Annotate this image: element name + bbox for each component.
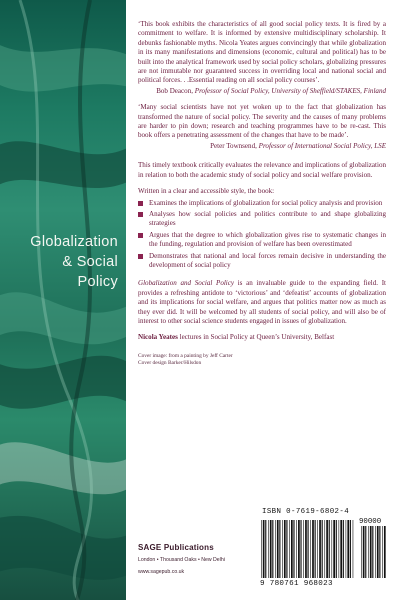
feature-item: Argues that the degree to which globalization gives rise to systematic changes in the funding, regulation and provision of welfare has been overestimated bbox=[138, 231, 386, 250]
cover-design-credit: Cover design Barker/Hilsdon bbox=[138, 359, 202, 366]
review-quote-2: ‘Many social scientists have not yet woken up to the fact that globalization has transformed the nature of social policy. The severity and the causes of many problems are harder to pin down; research and teaching programmes have to be re-cast. This book offers a penetrating assessment of the changes that have to be made’. bbox=[138, 103, 386, 140]
blurb-column bbox=[138, 20, 386, 367]
author-name: Nicola Yeates bbox=[138, 333, 178, 342]
publisher-cities: London • Thousand Oaks • New Delhi bbox=[138, 557, 225, 563]
addon-barcode bbox=[360, 526, 388, 578]
book-title-line-2: & Social bbox=[62, 254, 118, 270]
author-bio bbox=[138, 333, 386, 342]
closing-text: is an invaluable guide to the expanding field. It provides a refreshing antidote to ‘victorious’ and ‘defeatist’ accounts of globalization and its implications for social welfare, and argues that politics matter now as much as they ever did. It will be welcomed by all students of social policy, and will also be of interest to other social science students engaged in issues of globalization. bbox=[138, 279, 386, 325]
feature-item: Examines the implications of globalization for social policy analysis and provision bbox=[138, 199, 386, 208]
feature-item: Analyses how social policies and politics contribute to and shape globalizing strategies bbox=[138, 210, 386, 229]
review-attribution-2 bbox=[138, 142, 386, 151]
bullet-square-icon bbox=[138, 233, 143, 238]
closing-paragraph bbox=[138, 279, 386, 326]
feature-item: Demonstrates that national and local forces remain decisive in understanding the development of social policy bbox=[138, 252, 386, 271]
cover-image-credit: Cover image: from a painting by Jeff Carter bbox=[138, 352, 233, 359]
bullet-square-icon bbox=[138, 201, 143, 206]
bullet-square-icon bbox=[138, 254, 143, 259]
price-code: 90000 bbox=[359, 518, 382, 526]
barcode-block bbox=[260, 508, 390, 592]
reviewer-role-1: Professor of Social Policy, University of Sheffield/STAKES, Finland bbox=[194, 86, 386, 95]
book-title-line-1: Globalization bbox=[30, 234, 118, 250]
book-description: This timely textbook critically evaluates the relevance and implications of globalization in relation to both the academic study of social policy and social welfare provision. bbox=[138, 161, 386, 179]
ean-barcode bbox=[260, 520, 356, 578]
book-title-line-3: Policy bbox=[77, 274, 118, 290]
list-intro: Written in a clear and accessible style, the book: bbox=[138, 187, 275, 196]
book-title bbox=[0, 232, 118, 292]
closing-book-title: Globalization and Social Policy bbox=[138, 279, 235, 288]
review-attribution-1 bbox=[138, 87, 386, 96]
bullet-square-icon bbox=[138, 212, 143, 217]
review-quote-1: ‘This book exhibits the characteristics of all good social policy texts. It is fired by a commitment to welfare. It is informed by extensive multidisciplinary scholarship. It debunks fashionable myths. Nicola Yeates argues convincingly that while globalization in its many manifestations and dimensions (economic, cultural and political) has to be built into the analytical framework used by social policy scholars, globalizing pressures are not immutable nor guaranteed success in overriding local and national social and political forces. . .Essential reading on all social policy courses’. bbox=[138, 20, 386, 85]
reviewer-name-1: Bob Deacon, bbox=[156, 86, 193, 95]
painting-strokes bbox=[0, 0, 126, 600]
reviewer-role-2: Professor of International Social Policy, LSE bbox=[258, 141, 386, 150]
cover-artwork bbox=[0, 0, 126, 600]
publisher-url: www.sagepub.co.uk bbox=[138, 569, 185, 575]
isbn-label: ISBN 0-7619-6802-4 bbox=[262, 508, 350, 516]
ean-number: 9 780761 968023 bbox=[260, 580, 333, 588]
author-bio-text: lectures in Social Policy at Queen’s University, Belfast bbox=[177, 333, 335, 342]
feature-list bbox=[138, 199, 386, 271]
reviewer-name-2: Peter Townsend, bbox=[210, 141, 257, 150]
publisher-name: SAGE Publications bbox=[138, 543, 214, 552]
